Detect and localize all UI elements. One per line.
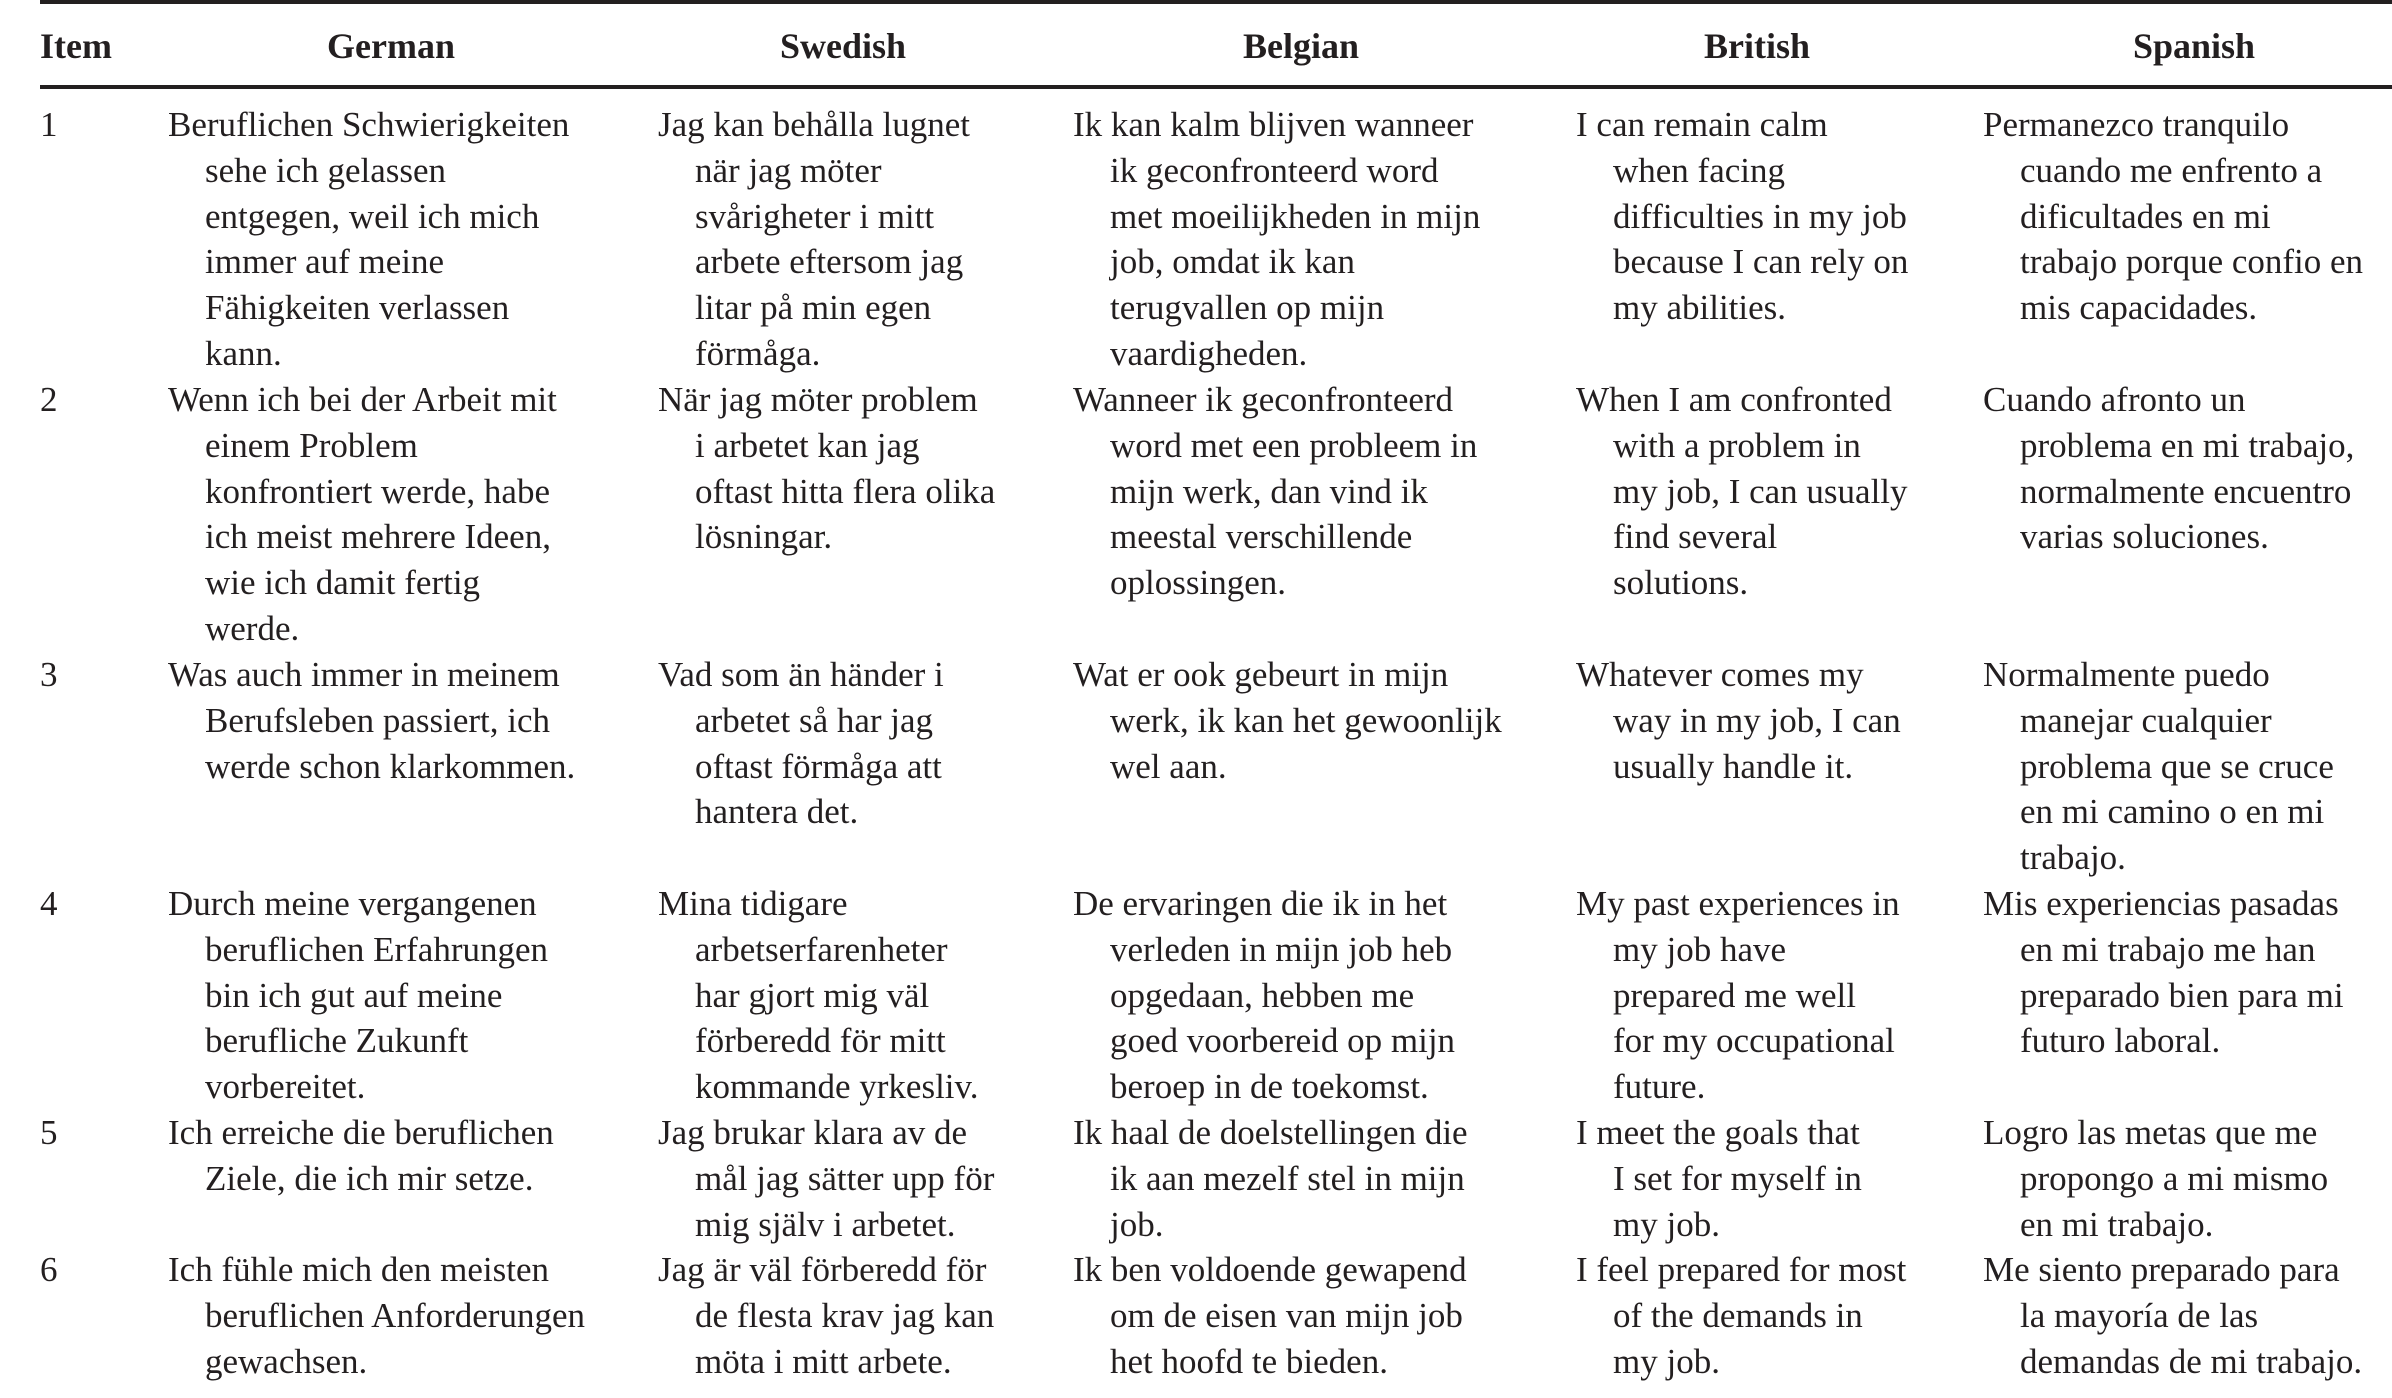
cell-line: oftast förmåga att (695, 746, 942, 786)
cell-spanish (1983, 377, 2354, 560)
cell-line: Wanneer ik geconfronteerd (1073, 380, 1454, 419)
item-number: 6 (40, 1250, 58, 1289)
cell-line: svårigheter i mitt (695, 196, 935, 236)
cell-german (168, 377, 557, 652)
cell-belgian (1073, 652, 1502, 789)
cell-line: einem Problem (205, 425, 418, 465)
cell-line: When I am confronted (1576, 380, 1892, 419)
cell-line: normalmente encuentro (2020, 471, 2352, 511)
cell-line: Jag är väl förberedd för (658, 1250, 987, 1289)
cell-line: vorbereitet. (205, 1067, 366, 1107)
cell-line: Berufsleben passiert, ich (205, 700, 551, 740)
cell-line: de flesta krav jag kan (695, 1295, 995, 1335)
item-number: 1 (40, 105, 58, 144)
cell-line: solutions. (1613, 563, 1749, 603)
cell-line: Ik kan kalm blijven wanneer (1073, 105, 1474, 144)
cell-line: future. (1613, 1067, 1706, 1107)
cell-line: i arbetet kan jag (695, 425, 920, 465)
cell-line: wie ich damit fertig (205, 563, 481, 603)
cell-line: job, omdat ik kan (1110, 242, 1355, 282)
cell-line: gewachsen. (205, 1341, 368, 1381)
cell-line: Jag brukar klara av de (658, 1113, 968, 1152)
cell-line: sehe ich gelassen (205, 150, 447, 190)
cell-line: Ich erreiche die beruflichen (168, 1113, 554, 1152)
cell-line: konfrontiert werde, habe (205, 471, 550, 511)
cell-german (168, 1247, 585, 1384)
cell-swedish (658, 652, 944, 835)
column-header-belgian: Belgian (1242, 26, 1360, 66)
cell-spanish (1983, 102, 2363, 331)
cell-german (168, 102, 569, 377)
cell-british (1576, 102, 1908, 331)
cell-line: meestal verschillende (1110, 517, 1413, 557)
cell-line: beruflichen Erfahrungen (205, 929, 549, 969)
top-rule (40, 0, 2392, 4)
cell-line: hantera det. (695, 792, 859, 832)
cell-line: ik aan mezelf stel in mijn (1110, 1158, 1465, 1198)
cell-line: cuando me enfrento a (2020, 150, 2323, 190)
cell-line: en mi camino o en mi (2020, 792, 2325, 832)
cell-spanish (1983, 1110, 2328, 1247)
cell-line: problema en mi trabajo, (2020, 425, 2355, 465)
cell-line: I meet the goals that (1576, 1113, 1860, 1152)
cell-line: demandas de mi trabajo. (2020, 1341, 2363, 1381)
cell-line: word met een probleem in (1110, 425, 1478, 465)
column-header-british: British (1703, 26, 1811, 66)
cell-line: job. (1110, 1204, 1164, 1244)
column-header-german: German (327, 26, 455, 66)
cell-line: en mi trabajo me han (2020, 929, 2316, 969)
cell-line: beroep in de toekomst. (1110, 1067, 1429, 1107)
cell-belgian (1073, 102, 1480, 377)
cell-line: kommande yrkesliv. (695, 1067, 979, 1107)
cell-line: arbetserfarenheter (695, 929, 948, 969)
cell-german (168, 881, 548, 1110)
cell-line: ik geconfronteerd word (1110, 150, 1439, 190)
cell-line: oftast hitta flera olika (695, 471, 996, 511)
item-number: 3 (40, 655, 58, 694)
cell-line: vaardigheden. (1110, 333, 1308, 373)
cell-line: when facing (1613, 150, 1786, 190)
cell-line: en mi trabajo. (2020, 1204, 2214, 1244)
cell-line: Ich fühle mich den meisten (168, 1250, 549, 1289)
cell-spanish (1983, 881, 2344, 1064)
cell-line: Normalmente puedo (1983, 655, 2270, 694)
cell-line: när jag möter (695, 150, 882, 190)
cell-line: oplossingen. (1110, 563, 1286, 603)
cell-line: my job. (1613, 1204, 1720, 1244)
cell-line: mig själv i arbetet. (695, 1204, 956, 1244)
cell-line: for my occupational (1613, 1021, 1895, 1061)
cell-line: la mayoría de las (2020, 1295, 2259, 1335)
cell-swedish (658, 881, 979, 1110)
cell-line: Vad som än händer i (658, 655, 944, 694)
cell-line: om de eisen van mijn job (1110, 1295, 1463, 1335)
cell-line: preparado bien para mi (2020, 975, 2344, 1015)
cell-line: Mina tidigare (658, 884, 848, 923)
cell-german (168, 1110, 554, 1202)
cell-british (1576, 652, 1901, 789)
cell-line: het hoofd te bieden. (1110, 1341, 1388, 1381)
cell-line: werde. (205, 608, 300, 648)
cell-line: my job. (1613, 1341, 1720, 1381)
cell-line: mis capacidades. (2020, 288, 2258, 328)
cell-line: Durch meine vergangenen (168, 884, 537, 923)
cell-belgian (1073, 1247, 1467, 1384)
cell-line: My past experiences in (1576, 884, 1900, 923)
cell-line: because I can rely on (1613, 242, 1909, 282)
cell-line: Ik ben voldoende gewapend (1073, 1250, 1467, 1289)
cell-line: trabajo. (2020, 838, 2126, 878)
cell-british (1576, 881, 1900, 1110)
cell-swedish (658, 1110, 994, 1247)
cell-line: entgegen, weil ich mich (205, 196, 540, 236)
cell-line: Logro las metas que me (1983, 1113, 2318, 1152)
column-header-item: Item (40, 26, 112, 66)
cell-line: Fähigkeiten verlassen (205, 288, 510, 328)
cell-line: Mis experiencias pasadas (1983, 884, 2339, 923)
cell-line: Wat er ook gebeurt in mijn (1073, 655, 1449, 694)
cell-british (1576, 377, 1908, 606)
cell-swedish (658, 102, 970, 377)
cell-line: way in my job, I can (1613, 700, 1901, 740)
cell-line: opgedaan, hebben me (1110, 975, 1415, 1015)
cell-line: with a problem in (1613, 425, 1861, 465)
item-number: 2 (40, 380, 58, 419)
cell-line: immer auf meine (205, 242, 445, 282)
cell-line: De ervaringen die ik in het (1073, 884, 1448, 923)
cell-line: berufliche Zukunft (205, 1021, 469, 1061)
cell-line: När jag möter problem (658, 380, 978, 419)
cell-line: met moeilijkheden in mijn (1110, 196, 1481, 236)
cell-line: förberedd för mitt (695, 1021, 946, 1061)
header-rule (40, 85, 2392, 89)
cell-line: futuro laboral. (2020, 1021, 2221, 1061)
cell-line: Jag kan behålla lugnet (658, 105, 970, 144)
cell-line: manejar cualquier (2020, 700, 2272, 740)
cell-line: terugvallen op mijn (1110, 288, 1385, 328)
cell-line: lösningar. (695, 517, 833, 557)
cell-line: find several (1613, 517, 1778, 557)
cell-swedish (658, 1247, 994, 1384)
cell-line: I can remain calm (1576, 105, 1828, 144)
cell-line: werk, ik kan het gewoonlijk (1110, 700, 1502, 740)
cell-line: problema que se cruce (2020, 746, 2334, 786)
cell-line: arbete eftersom jag (695, 242, 964, 282)
cell-line: varias soluciones. (2020, 517, 2269, 557)
cell-line: my abilities. (1613, 288, 1787, 328)
cell-line: of the demands in (1613, 1295, 1863, 1335)
cell-swedish (658, 377, 995, 560)
cell-line: litar på min egen (695, 288, 932, 328)
cell-line: dificultades en mi (2020, 196, 2271, 236)
cell-german (168, 652, 575, 789)
cell-line: I feel prepared for most (1576, 1250, 1907, 1289)
cell-line: mijn werk, dan vind ik (1110, 471, 1428, 511)
item-number: 4 (40, 884, 58, 923)
cell-line: werde schon klarkommen. (205, 746, 576, 786)
cell-line: Beruflichen Schwierigkeiten (168, 105, 570, 144)
item-number: 5 (40, 1113, 58, 1152)
cell-line: ich meist mehrere Ideen, (205, 517, 551, 557)
cell-spanish (1983, 1247, 2362, 1384)
cell-line: Me siento preparado para (1983, 1250, 2340, 1289)
cell-line: Wenn ich bei der Arbeit mit (168, 380, 557, 419)
cell-line: arbetet så har jag (695, 700, 934, 740)
cell-line: mål jag sätter upp för (695, 1158, 995, 1198)
cell-line: prepared me well (1613, 975, 1856, 1015)
cell-line: förmåga. (695, 333, 821, 373)
cell-line: Ziele, die ich mir setze. (205, 1158, 534, 1198)
cell-line: I set for myself in (1613, 1158, 1862, 1198)
cell-line: wel aan. (1110, 746, 1227, 786)
cell-line: kann. (205, 333, 282, 373)
cell-spanish (1983, 652, 2334, 881)
cell-line: trabajo porque confio en (2020, 242, 2364, 282)
cell-line: bin ich gut auf meine (205, 975, 503, 1015)
cell-belgian (1073, 377, 1477, 606)
column-header-swedish: Swedish (779, 26, 907, 66)
cell-line: my job have (1613, 929, 1787, 969)
cell-line: Whatever comes my (1576, 655, 1864, 694)
cell-line: Ik haal de doelstellingen die (1073, 1113, 1468, 1152)
column-header-spanish: Spanish (2132, 26, 2256, 66)
cell-line: verleden in mijn job heb (1110, 929, 1453, 969)
cell-line: difficulties in my job (1613, 196, 1907, 236)
cell-line: beruflichen Anforderungen (205, 1295, 585, 1335)
cell-line: har gjort mig väl (695, 975, 930, 1015)
cell-line: usually handle it. (1613, 746, 1854, 786)
cell-line: Was auch immer in meinem (168, 655, 560, 694)
cell-belgian (1073, 1110, 1468, 1247)
cell-line: my job, I can usually (1613, 471, 1908, 511)
cell-line: Cuando afronto un (1983, 380, 2246, 419)
cell-line: goed voorbereid op mijn (1110, 1021, 1456, 1061)
cell-belgian (1073, 881, 1455, 1110)
cell-line: möta i mitt arbete. (695, 1341, 952, 1381)
cell-british (1576, 1247, 1906, 1384)
cell-line: propongo a mi mismo (2020, 1158, 2329, 1198)
cell-british (1576, 1110, 1862, 1247)
cell-line: Permanezco tranquilo (1983, 105, 2290, 144)
